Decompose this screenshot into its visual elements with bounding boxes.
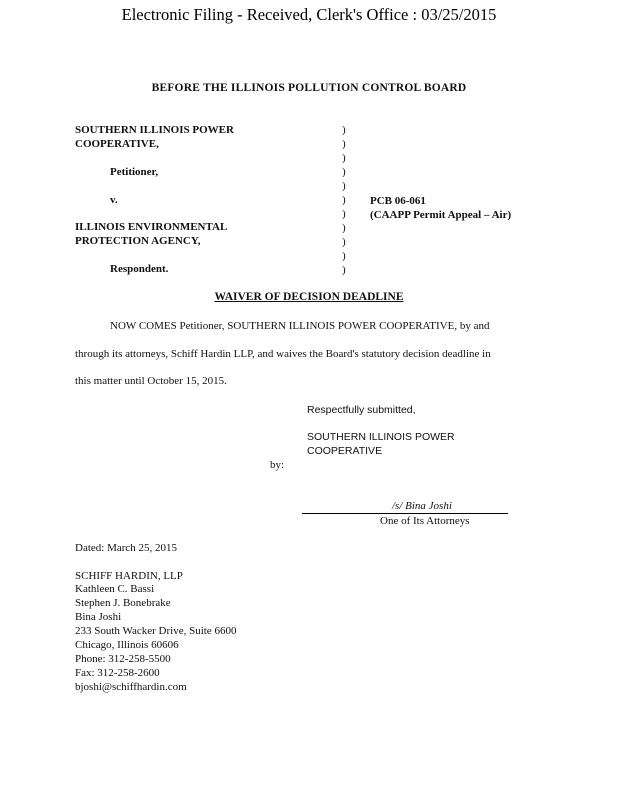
caption-paren: ) [342, 152, 346, 164]
signing-party-line1: SOUTHERN ILLINOIS POWER [307, 431, 455, 443]
electronic-filing-header: Electronic Filing - Received, Clerk's Office : 03/25/2015 [121, 5, 497, 24]
caption-paren: ) [342, 124, 346, 136]
versus-label: v. [110, 194, 118, 206]
petitioner-name-line2: COOPERATIVE, [75, 138, 159, 150]
dated-line: Dated: March 25, 2015 [75, 542, 178, 554]
respondent-name-line2: PROTECTION AGENCY, [75, 235, 201, 247]
attorney-name: Stephen J. Bonebrake [75, 597, 171, 609]
electronic-signature: /s/ Bina Joshi [392, 500, 452, 512]
caption-paren: ) [342, 264, 346, 276]
petitioner-label: Petitioner, [110, 166, 159, 178]
caption-paren: ) [342, 250, 346, 262]
law-firm-name: SCHIFF HARDIN, LLP [75, 570, 183, 582]
caption-paren: ) [342, 194, 346, 206]
caption-paren: ) [342, 138, 346, 150]
case-type: (CAAPP Permit Appeal – Air) [370, 209, 512, 221]
body-line-3: this matter until October 15, 2015. [75, 375, 227, 387]
petitioner-name-line1: SOUTHERN ILLINOIS POWER [75, 124, 234, 136]
board-heading: BEFORE THE ILLINOIS POLLUTION CONTROL BOARD [151, 82, 467, 94]
caption-paren: ) [342, 222, 346, 234]
caption-paren: ) [342, 166, 346, 178]
respondent-label: Respondent. [110, 263, 169, 275]
firm-phone: Phone: 312-258-5500 [75, 653, 171, 665]
caption-paren: ) [342, 208, 346, 220]
body-line-1: NOW COMES Petitioner, SOUTHERN ILLINOIS POWER COOPERATIVE, by and [110, 320, 490, 332]
body-line-2: through its attorneys, Schiff Hardin LLP, and waives the Board's statutory decision deadline in [75, 348, 491, 360]
attorney-email: bjoshi@schiffhardin.com [75, 681, 187, 693]
caption-paren: ) [342, 180, 346, 192]
respondent-name-line1: ILLINOIS ENVIRONMENTAL [75, 221, 228, 233]
signing-party-line2: COOPERATIVE [307, 445, 383, 457]
attorney-name: Kathleen C. Bassi [75, 583, 155, 595]
firm-fax: Fax: 312-258-2600 [75, 667, 160, 679]
case-number: PCB 06-061 [370, 195, 426, 207]
signer-role: One of Its Attorneys [380, 515, 470, 527]
signature-line [302, 513, 508, 514]
caption-paren: ) [342, 236, 346, 248]
document-title: WAIVER OF DECISION DEADLINE [214, 291, 404, 303]
by-label: by: [270, 459, 285, 471]
attorney-name: Bina Joshi [75, 611, 122, 623]
closing: Respectfully submitted, [307, 404, 416, 416]
firm-street-address: 233 South Wacker Drive, Suite 6600 [75, 625, 237, 637]
firm-city-state-zip: Chicago, Illinois 60606 [75, 639, 179, 651]
